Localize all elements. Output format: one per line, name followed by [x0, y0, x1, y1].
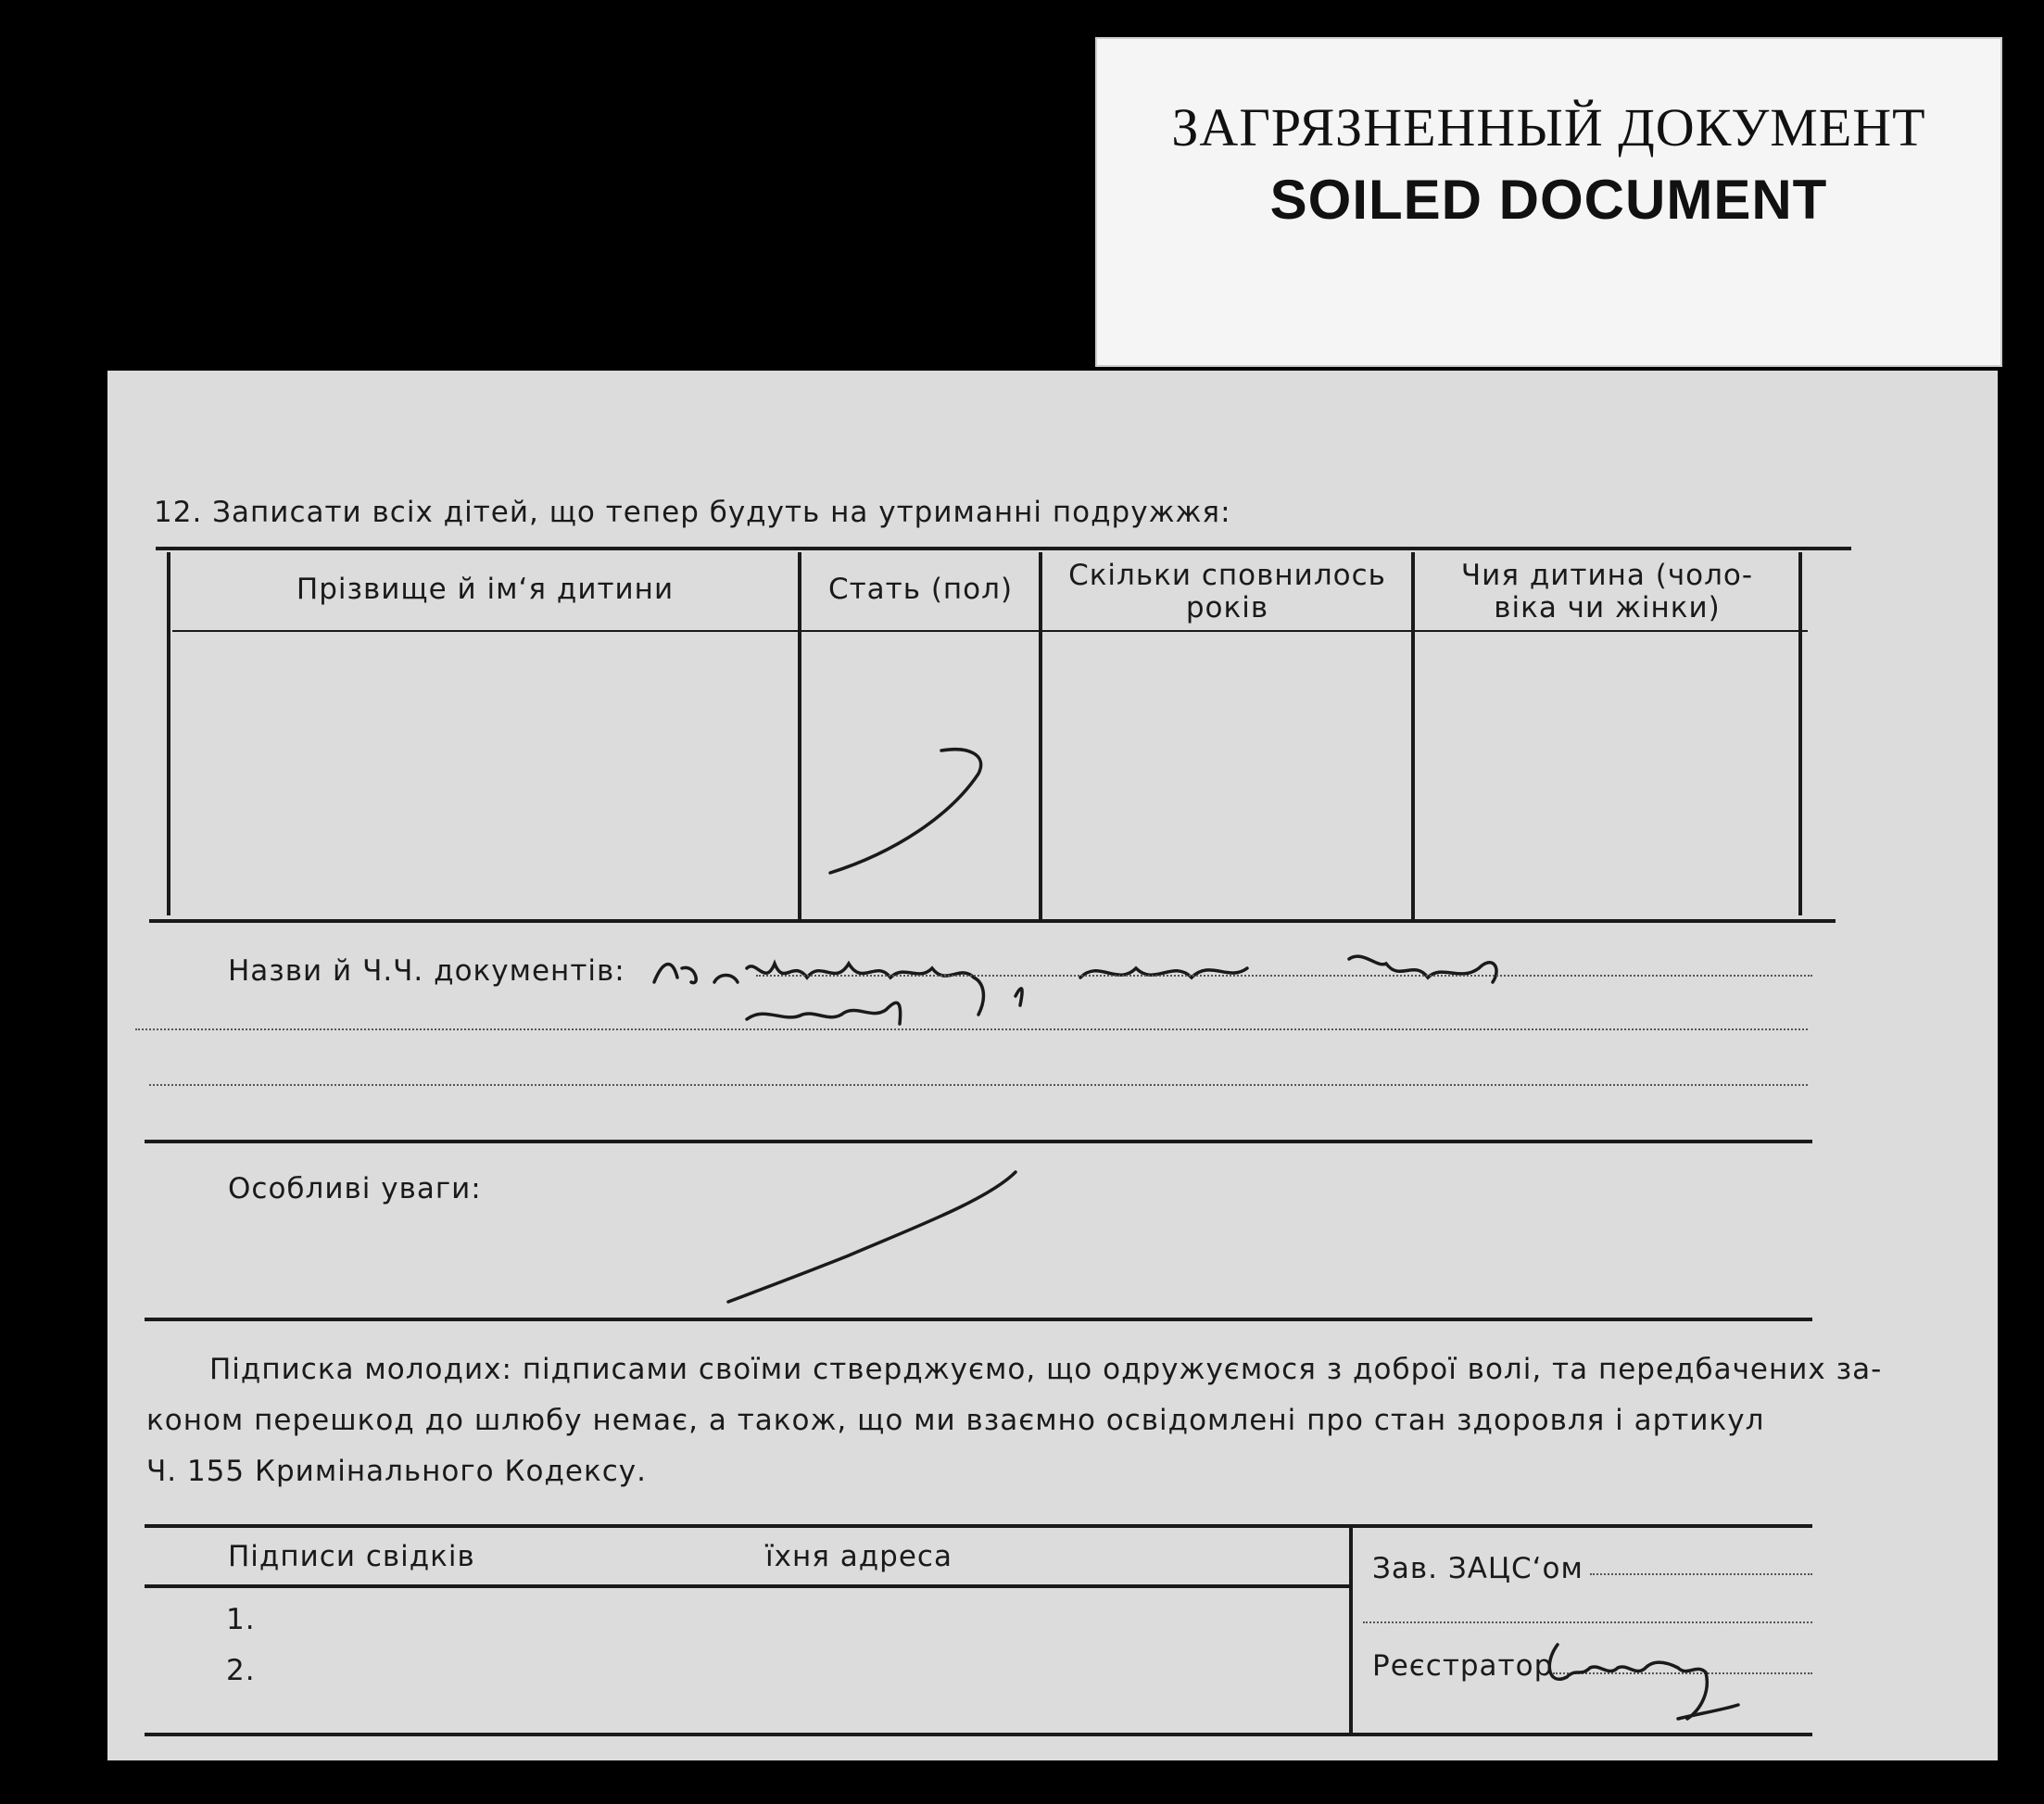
registrar-signature: [1539, 1626, 1752, 1737]
declaration-line-1: Підписка молодих: підписами своїми стверджуємо, що одружуємося з доброї волі, та передбачених за-: [209, 1353, 1883, 1386]
witness-row-1: 1.: [226, 1603, 256, 1636]
stamp-text-ru: ЗАГРЯЗНЕННЫЙ ДОКУМЕНТ: [1171, 97, 1926, 158]
witnesses-address-header: їхня адреса: [765, 1540, 953, 1573]
column-age-line2: років: [1185, 591, 1269, 624]
witnesses-signatures-header: Підписи свідків: [228, 1540, 475, 1573]
documents-label: Назви й Ч.Ч. документів:: [228, 954, 625, 988]
handwritten-documents-entry: [645, 931, 1794, 1033]
registrar-label: Реєстратор: [1372, 1649, 1554, 1683]
column-sex: Стать (пол): [827, 573, 1014, 606]
remarks-label: Особливі уваги:: [228, 1172, 482, 1205]
declaration-line-3: Ч. 155 Кримінального Кодексу.: [146, 1455, 647, 1488]
declaration-line-2: коном перешкод до шлюбу немає, а також, що ми взаємно освідомлені про стан здоровля і артикул: [146, 1404, 1765, 1437]
witness-row-2: 2.: [226, 1654, 256, 1687]
section-12-heading: 12. Записати всіх дітей, що тепер будуть на утриманні подружжя:: [154, 496, 1231, 529]
stamp-text-en: SOILED DOCUMENT: [1269, 169, 1828, 231]
column-age-line1: Скільки сповнилось: [1068, 559, 1386, 592]
soiled-document-stamp: [1095, 37, 2002, 367]
column-child-name: Прізвище й ім‘я дитини: [296, 573, 675, 606]
column-whose-child-line2: віка чи жінки): [1494, 591, 1721, 624]
handwritten-remarks-dash: [710, 1163, 1043, 1311]
handwritten-dash-mark: [821, 741, 1099, 889]
column-whose-child-line1: Чия дитина (чоло-: [1460, 559, 1754, 592]
head-of-registry-label: Зав. ЗАЦС‘ом: [1372, 1552, 1583, 1585]
form-page: [107, 371, 1998, 1760]
